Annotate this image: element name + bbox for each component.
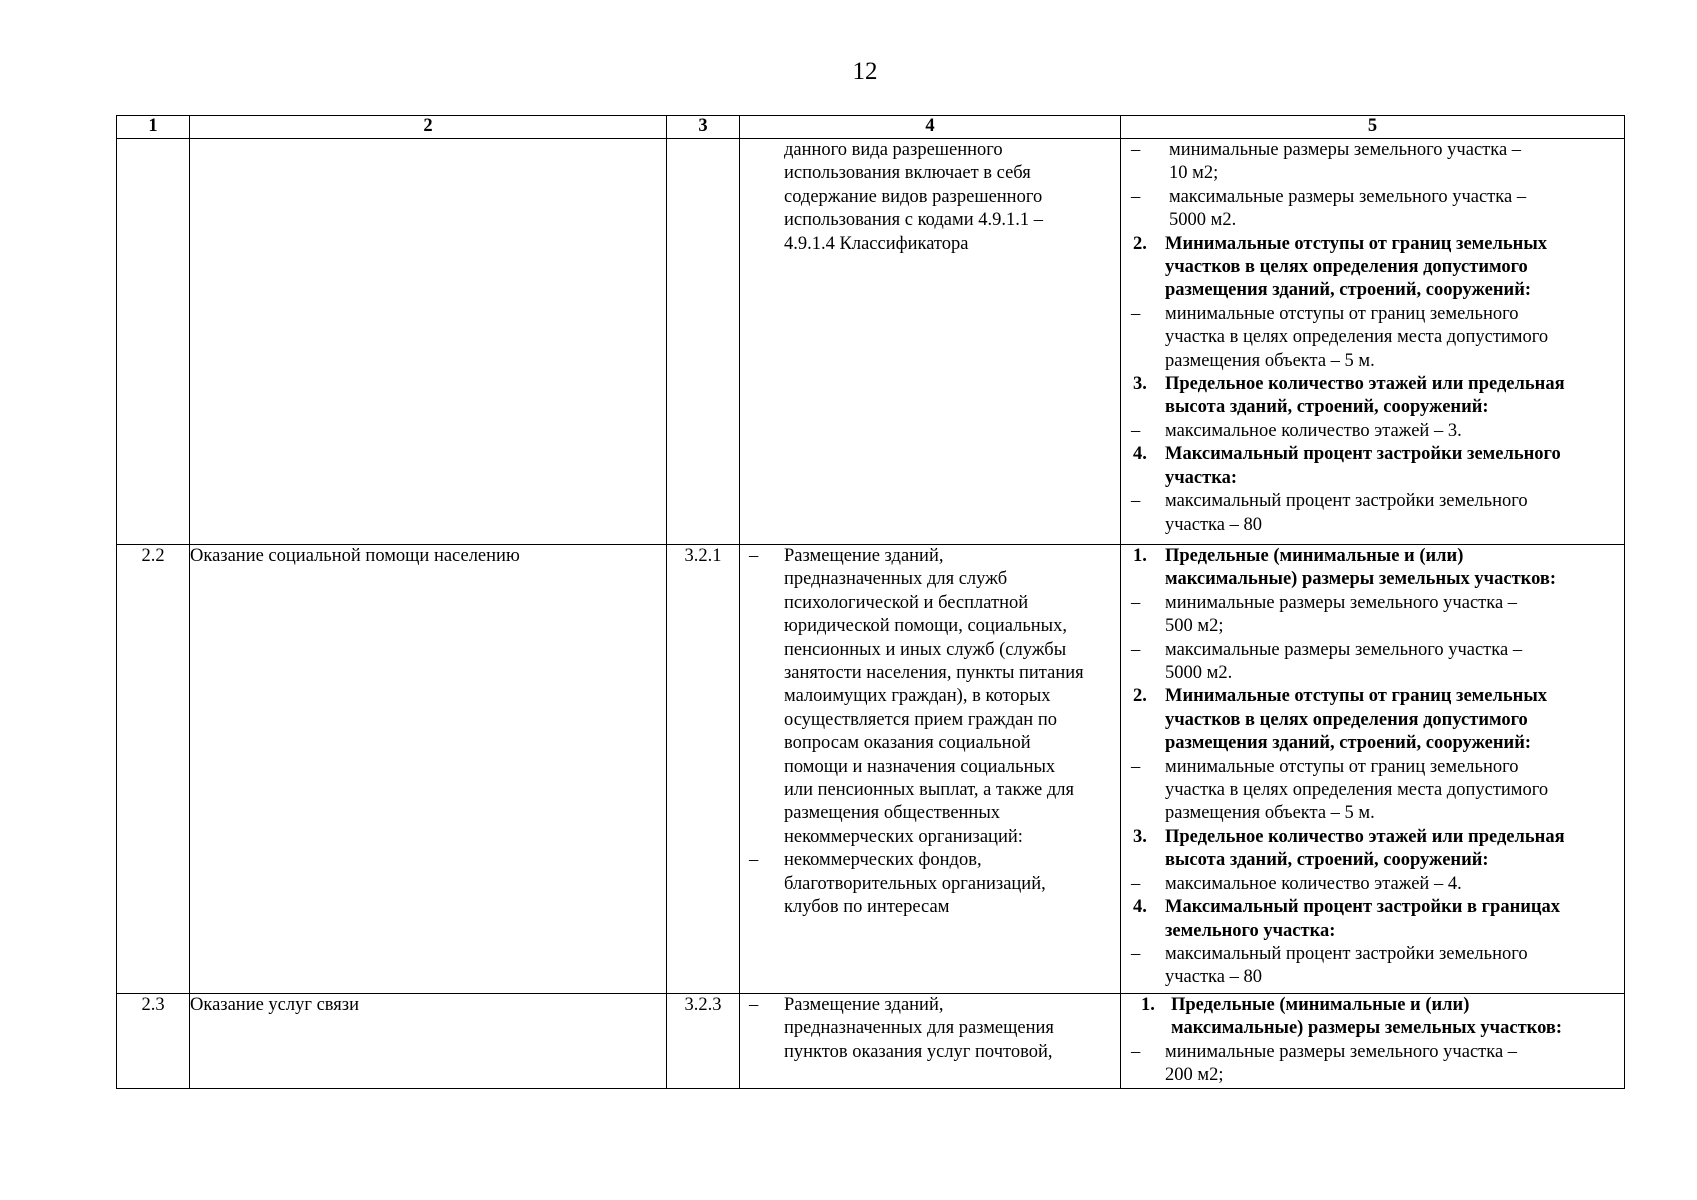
regulation-parameters: [1121, 139, 1625, 545]
parameter-value: [1121, 186, 1624, 233]
parameter-heading: [1121, 373, 1624, 420]
description-line: использования включает в себя: [784, 163, 1031, 184]
parameter-text: [1121, 373, 1618, 420]
parameter-line: 500 м2;: [1165, 616, 1224, 637]
description-line: пенсионных и иных служб (службы: [784, 639, 1067, 660]
parameter-value: [1121, 1041, 1624, 1088]
parameter-value: [1121, 490, 1624, 537]
parameter-line: Предельное количество этажей или предельная: [1165, 826, 1565, 847]
parameter-line: Минимальные отступы от границ земельных: [1165, 686, 1548, 707]
use-type-name: Оказание услуг связи: [190, 994, 667, 1089]
parameter-text: [1121, 826, 1618, 873]
dash-marker: –: [1131, 140, 1141, 160]
dash-marker: –: [749, 546, 759, 566]
row-number: [117, 139, 190, 545]
parameter-line: участка – 80: [1165, 514, 1262, 535]
parameter-line: земельного участка:: [1165, 920, 1336, 941]
description-line: 4.9.1.4 Классификатора: [784, 233, 969, 254]
parameter-line: Минимальные отступы от границ земельных: [1165, 233, 1548, 254]
use-description: [740, 994, 1121, 1089]
description-item: [740, 849, 1120, 919]
description-line: данного вида разрешенного: [784, 140, 1003, 160]
parameter-text: [1121, 303, 1618, 373]
dash-marker: –: [1131, 186, 1141, 207]
item-number: 3.: [1133, 826, 1147, 847]
description-line: пунктов оказания услуг почтовой,: [784, 1041, 1053, 1062]
parameter-text: [1121, 186, 1618, 233]
dash-marker: –: [749, 850, 759, 871]
parameter-line: максимальные размеры земельного участка –: [1169, 186, 1527, 207]
parameter-text: [1121, 756, 1618, 826]
regulation-parameters: [1121, 545, 1625, 994]
parameter-heading: [1121, 896, 1624, 943]
parameter-value: [1121, 139, 1624, 186]
parameter-line: 200 м2;: [1165, 1065, 1224, 1086]
parameter-line: Предельные (минимальные и (или): [1171, 995, 1470, 1015]
item-number: 1.: [1141, 995, 1155, 1015]
parameter-text: [1121, 592, 1618, 639]
description-line: некоммерческих организаций:: [784, 826, 1023, 847]
page-number: 12: [852, 58, 878, 85]
parameter-text: [1121, 139, 1618, 186]
parameter-line: высота зданий, строений, сооружений:: [1165, 850, 1489, 871]
regulation-parameters: [1121, 994, 1625, 1089]
parameter-text: [1121, 1041, 1618, 1088]
item-number: 3.: [1133, 374, 1147, 395]
description-line: осуществляется прием граждан по: [784, 709, 1057, 730]
header-cell-1: 1: [117, 116, 190, 139]
description-line: Размещение зданий,: [784, 995, 944, 1015]
dash-marker: –: [1131, 943, 1141, 964]
parameter-line: минимальные отступы от границ земельного: [1165, 303, 1519, 324]
description-item: [740, 545, 1120, 849]
parameter-line: участка в целях определения места допустимого: [1165, 780, 1549, 801]
classifier-code: [667, 139, 740, 545]
parameter-text: [1121, 873, 1618, 896]
parameter-text: [1121, 639, 1618, 686]
dash-marker: –: [1131, 639, 1141, 660]
parameter-text: [1121, 420, 1618, 443]
description-list: [740, 545, 1120, 920]
parameter-line: максимальные) размеры земельных участков:: [1171, 1018, 1563, 1039]
row-number: 2.3: [117, 994, 190, 1089]
parameter-value: [1121, 303, 1624, 373]
header-cell-4: 4: [740, 116, 1121, 139]
description-line: некоммерческих фондов,: [784, 850, 982, 871]
classifier-code: 3.2.1: [667, 545, 740, 994]
parameter-text: [1121, 994, 1618, 1041]
parameter-value: [1121, 943, 1624, 990]
parameter-text: [1121, 233, 1618, 303]
parameter-heading: [1121, 233, 1624, 303]
table-row: [117, 545, 1625, 994]
parameter-line: Предельное количество этажей или предельная: [1165, 374, 1565, 395]
description-line: малоимущих граждан), в которых: [784, 686, 1051, 707]
item-number: 4.: [1133, 897, 1147, 918]
description-line: или пенсионных выплат, а также для: [784, 780, 1074, 801]
parameter-line: участка – 80: [1165, 967, 1262, 988]
use-type-name: [190, 139, 667, 545]
parameter-line: 5000 м2.: [1165, 663, 1233, 684]
description-line: предназначенных для служб: [784, 569, 1008, 590]
description-line: использования с кодами 4.9.1.1 –: [784, 210, 1043, 231]
description-item: [740, 994, 1120, 1064]
parameter-line: участков в целях определения допустимого: [1165, 709, 1528, 730]
description-line: помощи и назначения социальных: [784, 756, 1056, 777]
parameter-value: [1121, 756, 1624, 826]
description-line: вопросам оказания социальной: [784, 733, 1031, 754]
parameter-text: [1121, 685, 1618, 755]
parameter-line: участка:: [1165, 467, 1238, 488]
parameter-line: минимальные размеры земельного участка –: [1165, 592, 1518, 613]
header-cell-5: 5: [1121, 116, 1625, 139]
use-description: [740, 139, 1121, 545]
parameter-line: минимальные отступы от границ земельного: [1165, 756, 1519, 777]
parameter-line: участка в целях определения места допустимого: [1165, 327, 1549, 348]
parameter-line: максимальный процент застройки земельного: [1165, 943, 1528, 964]
parameter-line: Максимальный процент застройки в границах: [1165, 897, 1561, 918]
parameter-line: максимальный процент застройки земельного: [1165, 491, 1528, 512]
parameter-line: 10 м2;: [1169, 163, 1219, 184]
description-line: размещения общественных: [784, 803, 1001, 824]
table-row: [117, 139, 1625, 545]
dash-marker: –: [1131, 873, 1141, 894]
header-cell-3: 3: [667, 116, 740, 139]
dash-marker: –: [1131, 303, 1141, 324]
description-line: клубов по интересам: [784, 897, 950, 918]
parameter-line: высота зданий, строений, сооружений:: [1165, 397, 1489, 418]
header-cell-2: 2: [190, 116, 667, 139]
description-line: психологической и бесплатной: [784, 592, 1029, 613]
parameter-line: Предельные (минимальные и (или): [1165, 546, 1464, 566]
item-number: 2.: [1133, 686, 1147, 707]
dash-marker: –: [1131, 756, 1141, 777]
dash-marker: –: [1131, 1041, 1141, 1062]
use-description: [740, 545, 1121, 994]
parameter-line: размещения зданий, строений, сооружений:: [1165, 733, 1532, 754]
parameter-value: [1121, 592, 1624, 639]
parameter-value: [1121, 420, 1624, 443]
header-row: [117, 116, 1625, 139]
dash-marker: –: [1131, 420, 1141, 441]
parameter-line: размещения объекта – 5 м.: [1165, 803, 1375, 824]
description-list: [740, 994, 1120, 1064]
parameter-line: максимальное количество этажей – 3.: [1165, 420, 1462, 441]
item-number: 1.: [1133, 546, 1147, 566]
description-line: благотворительных организаций,: [784, 873, 1046, 894]
dash-marker: –: [1131, 491, 1141, 512]
parameter-line: 5000 м2.: [1169, 210, 1237, 231]
parameter-line: минимальные размеры земельного участка –: [1169, 140, 1522, 160]
parameter-value: [1121, 873, 1624, 896]
regulations-table: [116, 115, 1625, 1089]
description-line: предназначенных для размещения: [784, 1018, 1054, 1039]
parameter-text: [1121, 545, 1618, 592]
parameter-line: минимальные размеры земельного участка –: [1165, 1041, 1518, 1062]
item-number: 2.: [1133, 233, 1147, 254]
parameter-line: максимальные) размеры земельных участков:: [1165, 569, 1557, 590]
use-type-name: Оказание социальной помощи населению: [190, 545, 667, 994]
parameter-heading: [1121, 685, 1624, 755]
description-line: занятости населения, пункты питания: [784, 663, 1084, 684]
parameter-heading: [1121, 443, 1624, 490]
parameter-heading: [1121, 826, 1624, 873]
parameter-line: максимальные размеры земельного участка –: [1165, 639, 1523, 660]
parameter-line: максимальное количество этажей – 4.: [1165, 873, 1462, 894]
parameter-line: участков в целях определения допустимого: [1165, 257, 1528, 278]
item-number: 4.: [1133, 444, 1147, 465]
parameter-value: [1121, 639, 1624, 686]
parameter-heading: [1121, 545, 1624, 592]
description-line: Размещение зданий,: [784, 546, 944, 566]
description-line: содержание видов разрешенного: [784, 186, 1043, 207]
classifier-code: 3.2.3: [667, 994, 740, 1089]
parameter-text: [1121, 943, 1618, 990]
parameter-text: [1121, 443, 1618, 490]
row-number: 2.2: [117, 545, 190, 994]
description-line: юридической помощи, социальных,: [784, 616, 1067, 637]
dash-marker: –: [1131, 592, 1141, 613]
parameter-text: [1121, 896, 1618, 943]
dash-marker: –: [749, 995, 759, 1015]
parameter-line: размещения объекта – 5 м.: [1165, 350, 1375, 371]
parameter-line: Максимальный процент застройки земельного: [1165, 444, 1561, 465]
parameter-line: размещения зданий, строений, сооружений:: [1165, 280, 1532, 301]
table-row: [117, 994, 1625, 1089]
parameter-text: [1121, 490, 1618, 537]
parameter-heading: [1121, 994, 1624, 1041]
